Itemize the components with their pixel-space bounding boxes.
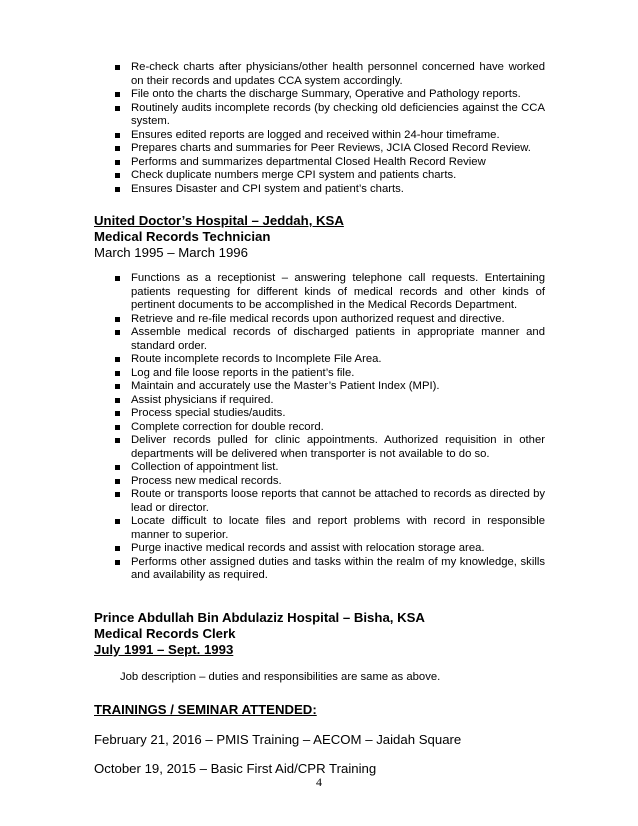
square-bullet-icon <box>115 371 120 376</box>
list-item <box>95 326 545 353</box>
square-bullet-icon <box>115 411 120 416</box>
list-item-text: Ensures Disaster and CPI system and patient’s charts. <box>131 182 404 195</box>
list-item-text: Process special studies/audits. <box>131 407 286 419</box>
square-bullet-icon <box>115 160 120 165</box>
job-dates: March 1995 – March 1996 <box>94 245 248 260</box>
list-item <box>95 272 545 313</box>
list-item-text: Prepares charts and summaries for Peer Reviews, JCIA Closed Record Review. <box>131 142 531 154</box>
job-description: Job description – duties and responsibilities are same as above. <box>120 671 441 683</box>
list-item <box>95 169 545 183</box>
square-bullet-icon <box>115 106 120 111</box>
list-item <box>95 461 545 475</box>
square-bullet-icon <box>115 492 120 497</box>
list-item <box>95 407 545 421</box>
list-item-text: Assist physicians if required. <box>131 393 274 406</box>
list-item-text: Routinely audits incomplete records (by checking old deficiencies against the CCA system. <box>131 101 545 127</box>
list-item <box>95 142 545 156</box>
square-bullet-icon <box>115 173 120 178</box>
list-item <box>95 421 545 435</box>
list-item <box>95 434 545 461</box>
list-item-text: Assemble medical records of discharged patients in appropriate manner and standard order. <box>131 326 545 352</box>
list-item-text: Check duplicate numbers merge CPI system and patients charts. <box>131 169 457 181</box>
page-number: 4 <box>316 775 322 789</box>
list-item-text: Route or transports loose reports that cannot be attached to records as directed by lead or director. <box>131 488 545 514</box>
duties-list-united-doctors <box>0 272 638 583</box>
square-bullet-icon <box>115 479 120 484</box>
job-title: Medical Records Clerk <box>94 626 236 641</box>
list-item-text: Deliver records pulled for clinic appointments. Authorized requisition in other departments will be delivered when transporter is not available to do so. <box>131 434 545 460</box>
square-bullet-icon <box>115 133 120 138</box>
square-bullet-icon <box>115 425 120 430</box>
list-item <box>95 102 545 129</box>
list-item-text: Route incomplete records to Incomplete File Area. <box>131 353 382 365</box>
job-dates: July 1991 – Sept. 1993 <box>94 642 234 657</box>
list-item <box>95 556 545 583</box>
job-employer: United Doctor’s Hospital – Jeddah, KSA <box>94 213 344 228</box>
job-entry-united-doctors <box>94 213 545 261</box>
square-bullet-icon <box>115 330 120 335</box>
list-item-text: Process new medical records. <box>131 474 282 487</box>
list-item-text: Locate difficult to locate files and report problems with record in responsible manner to superior. <box>131 515 545 541</box>
square-bullet-icon <box>115 65 120 70</box>
list-item <box>95 129 545 143</box>
trainings-heading: TRAININGS / SEMINAR ATTENDED: <box>94 702 317 717</box>
duties-list-previous-job <box>0 61 638 196</box>
list-item-text: Re-check charts after physicians/other health personnel concerned have worked on their records and updates CCA system accordingly. <box>131 61 545 87</box>
square-bullet-icon <box>115 92 120 97</box>
square-bullet-icon <box>115 560 120 565</box>
list-item <box>95 61 545 88</box>
list-item-text: Retrieve and re-file medical records upon authorized request and directive. <box>131 312 505 325</box>
job-entry-prince-abdullah <box>94 610 545 658</box>
square-bullet-icon <box>115 187 120 192</box>
square-bullet-icon <box>115 317 120 322</box>
square-bullet-icon <box>115 146 120 151</box>
list-item <box>95 515 545 542</box>
job-title: Medical Records Technician <box>94 229 271 244</box>
list-item <box>95 488 545 515</box>
list-item-text: Maintain and accurately use the Master’s Patient Index (MPI). <box>131 380 440 392</box>
list-item-text: Ensures edited reports are logged and received within 24-hour timeframe. <box>131 128 500 141</box>
job-employer: Prince Abdullah Bin Abdulaziz Hospital – Bisha, KSA <box>94 610 425 625</box>
list-item-text: Collection of appointment list. <box>131 461 279 473</box>
list-item-text: Complete correction for double record. <box>131 420 324 433</box>
square-bullet-icon <box>115 357 120 362</box>
list-item-text: Purge inactive medical records and assist with relocation storage area. <box>131 542 485 554</box>
list-item <box>95 394 545 408</box>
square-bullet-icon <box>115 276 120 281</box>
square-bullet-icon <box>115 384 120 389</box>
list-item <box>95 156 545 170</box>
square-bullet-icon <box>115 438 120 443</box>
list-item <box>95 88 545 102</box>
list-item-text: Log and file loose reports in the patient’s file. <box>131 366 355 379</box>
list-item <box>95 183 545 197</box>
list-item-text: Functions as a receptionist – answering telephone call requests. Entertaining patients requesting for different kinds of medical records and other kinds of pertinent documents to be accomplished in the Medical Records Department. <box>131 272 545 311</box>
list-item-text: Performs and summarizes departmental Closed Health Record Review <box>131 155 486 168</box>
training-entry: February 21, 2016 – PMIS Training – AECOM – Jaidah Square <box>94 732 462 747</box>
training-entry: October 19, 2015 – Basic First Aid/CPR Training <box>94 761 377 776</box>
square-bullet-icon <box>115 465 120 470</box>
square-bullet-icon <box>115 546 120 551</box>
list-item <box>95 313 545 327</box>
list-item-text: Performs other assigned duties and tasks within the realm of my knowledge, skills and availability as required. <box>131 555 545 581</box>
list-item <box>95 475 545 489</box>
list-item <box>95 353 545 367</box>
list-item <box>95 380 545 394</box>
list-item <box>95 542 545 556</box>
square-bullet-icon <box>115 519 120 524</box>
list-item <box>95 367 545 381</box>
square-bullet-icon <box>115 398 120 403</box>
list-item-text: File onto the charts the discharge Summary, Operative and Pathology reports. <box>131 88 521 100</box>
